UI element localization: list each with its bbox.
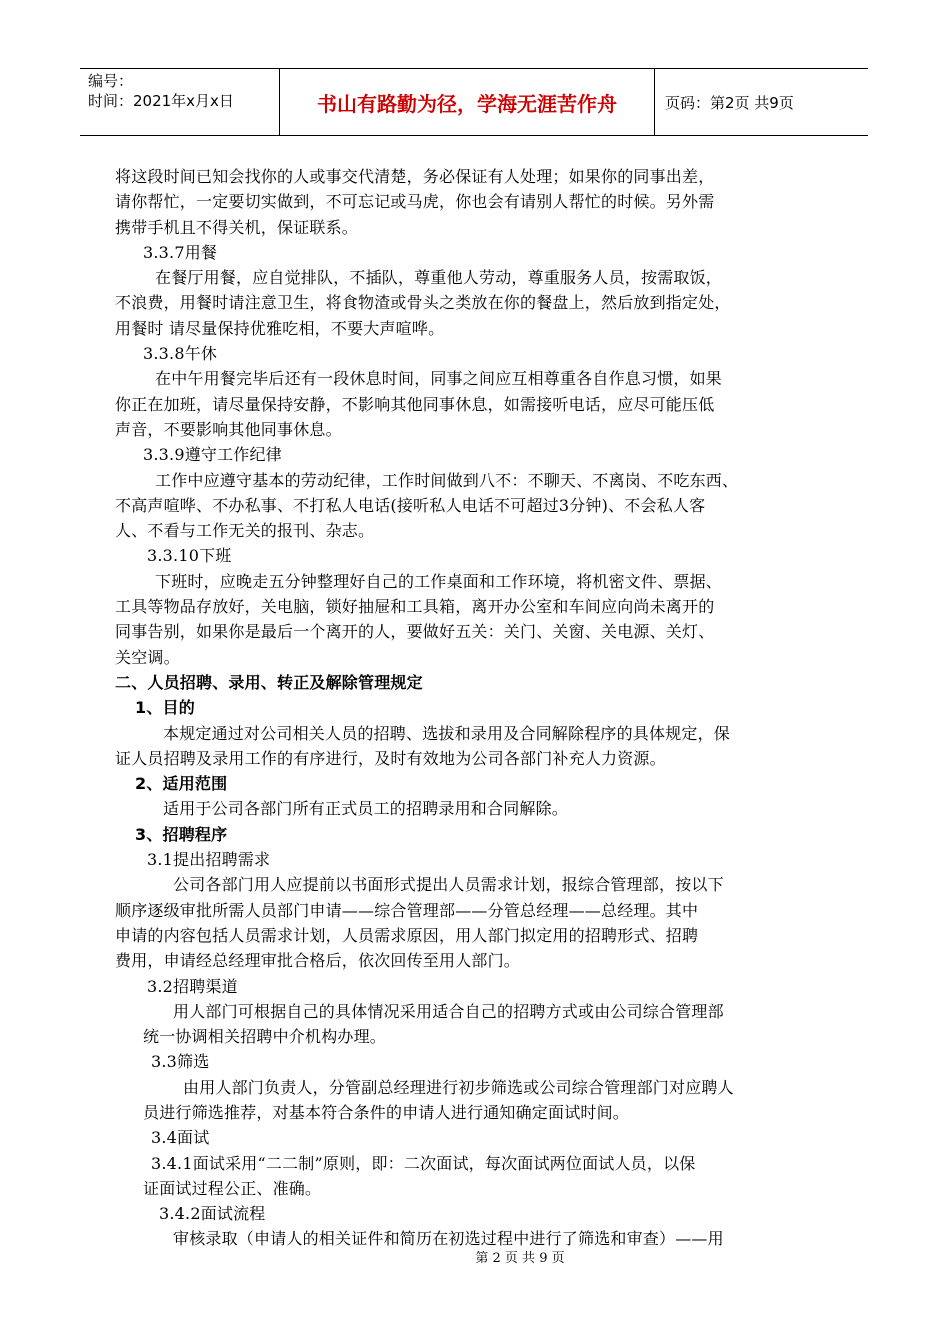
text-line: 适用于公司各部门所有正式员工的招聘录用和合同解除。: [163, 799, 569, 819]
text-line: 员进行筛选推荐，对基本符合条件的申请人进行通知确定面试时间。: [143, 1102, 630, 1122]
section-heading: 3.3.10下班: [147, 546, 232, 566]
subsection-heading: 2、适用范围: [135, 774, 228, 794]
header-meta: [80, 69, 280, 135]
text-line: 将这段时间已知会找你的人或事交代清楚，务必保证有人处理；如果你的同事出差，: [115, 167, 715, 186]
subsection-heading: 1、目的: [135, 698, 195, 718]
text-line: 不浪费，用餐时请注意卫生，将食物渣或骨头之类放在你的餐盘上，然后放到指定处，: [115, 293, 731, 313]
text-line: 同事告别，如果你是最后一个离开的人，要做好五关：关门、关窗、关电源、关灯、: [115, 622, 715, 642]
text-line: 审核录取（申请人的相关证件和简历在初选过程中进行了筛选和审查）——用: [173, 1229, 724, 1249]
text-line: 你正在加班，请尽量保持安静，不影响其他同事休息，如需接听电话，应尽可能压低: [115, 394, 715, 414]
text-line: 3.4.1面试采用“二二制”原则，即：二次面试，每次面试两位面试人员，以保: [151, 1153, 696, 1173]
section-heading: 3.4.2面试流程: [159, 1204, 266, 1224]
section-heading: 3.3.7用餐: [143, 242, 218, 262]
page-footer: 第 2 页 共 9 页: [475, 1251, 565, 1266]
document-time: 时间：2021年x月x日: [88, 92, 234, 110]
text-line: 关空调。: [115, 647, 180, 667]
text-line: 工作中应遵守基本的劳动纪律，工作时间做到八不：不聊天、不离岗、不吃东西、: [155, 470, 739, 490]
text-line: 声音，不要影响其他同事休息。: [115, 419, 342, 439]
section-heading: 3.2招聘渠道: [147, 976, 238, 996]
text-line: 用餐时 请尽量保持优雅吃相，不要大声喧哗。: [115, 318, 445, 338]
header-page-info: 页码：第2页 共9页: [665, 93, 794, 112]
text-line: 在餐厅用餐，应自觉排队，不插队，尊重他人劳动，尊重服务人员，按需取饭，: [155, 268, 723, 288]
section-heading: 3.3筛选: [151, 1052, 210, 1072]
text-line: 统一协调相关招聘中介机构办理。: [143, 1027, 387, 1047]
text-line: 公司各部门用人应提前以书面形式提出人员需求计划，报综合管理部，按以下: [173, 875, 724, 895]
text-line: 不高声喧哗、不办私事、不打私人电话(接听私人电话不可超过3分钟)、不会私人客: [115, 495, 706, 515]
page-header: [80, 68, 868, 136]
text-line: 请你帮忙，一定要切实做到，不可忘记或马虎，你也会有请别人帮忙的时候。另外需: [115, 192, 715, 212]
subsection-heading: 3、招聘程序: [135, 824, 228, 844]
text-line: 在中午用餐完毕后还有一段休息时间，同事之间应互相尊重各自作息习惯，如果: [155, 369, 723, 389]
text-line: 证人员招聘及录用工作的有序进行，及时有效地为公司各部门补充人力资源。: [115, 748, 666, 768]
text-line: 下班时，应晚走五分钟整理好自己的工作桌面和工作环境，将机密文件、票据、: [155, 571, 723, 591]
text-line: 由用人部门负责人，分管副总经理进行初步筛选或公司综合管理部门对应聘人: [183, 1077, 734, 1097]
section-heading: 3.1提出招聘需求: [147, 850, 271, 870]
document-number: 编号：: [88, 72, 134, 90]
text-line: 费用，申请经总经理审批合格后，依次回传至用人部门。: [115, 951, 521, 971]
chapter-heading: 二、人员招聘、录用、转正及解除管理规定: [115, 672, 423, 692]
text-line: 顺序逐级审批所需人员部门申请——综合管理部——分管总经理——总经理。其中: [115, 900, 699, 920]
section-heading: 3.4面试: [151, 1128, 210, 1148]
section-heading: 3.3.9遵守工作纪律: [143, 445, 282, 465]
text-line: 人、不看与工作无关的报刊、杂志。: [115, 521, 375, 541]
section-heading: 3.3.8午休: [143, 344, 218, 364]
text-line: 申请的内容包括人员需求计划，人员需求原因，用人部门拟定用的招聘形式、招聘: [115, 925, 699, 945]
header-motto: 书山有路勤为径，学海无涯苦作舟: [280, 69, 655, 135]
document-body: [115, 164, 845, 1252]
text-line: 证面试过程公正、准确。: [143, 1178, 322, 1198]
text-line: 工具等物品存放好，关电脑，锁好抽屉和工具箱，离开办公室和车间应向尚未离开的: [115, 597, 715, 617]
text-line: 本规定通过对公司相关人员的招聘、选拔和录用及合同解除程序的具体规定，保: [163, 723, 731, 743]
text-line: 用人部门可根据自己的具体情况采用适合自己的招聘方式或由公司综合管理部: [173, 1001, 724, 1021]
text-line: 携带手机且不得关机，保证联系。: [115, 217, 359, 237]
